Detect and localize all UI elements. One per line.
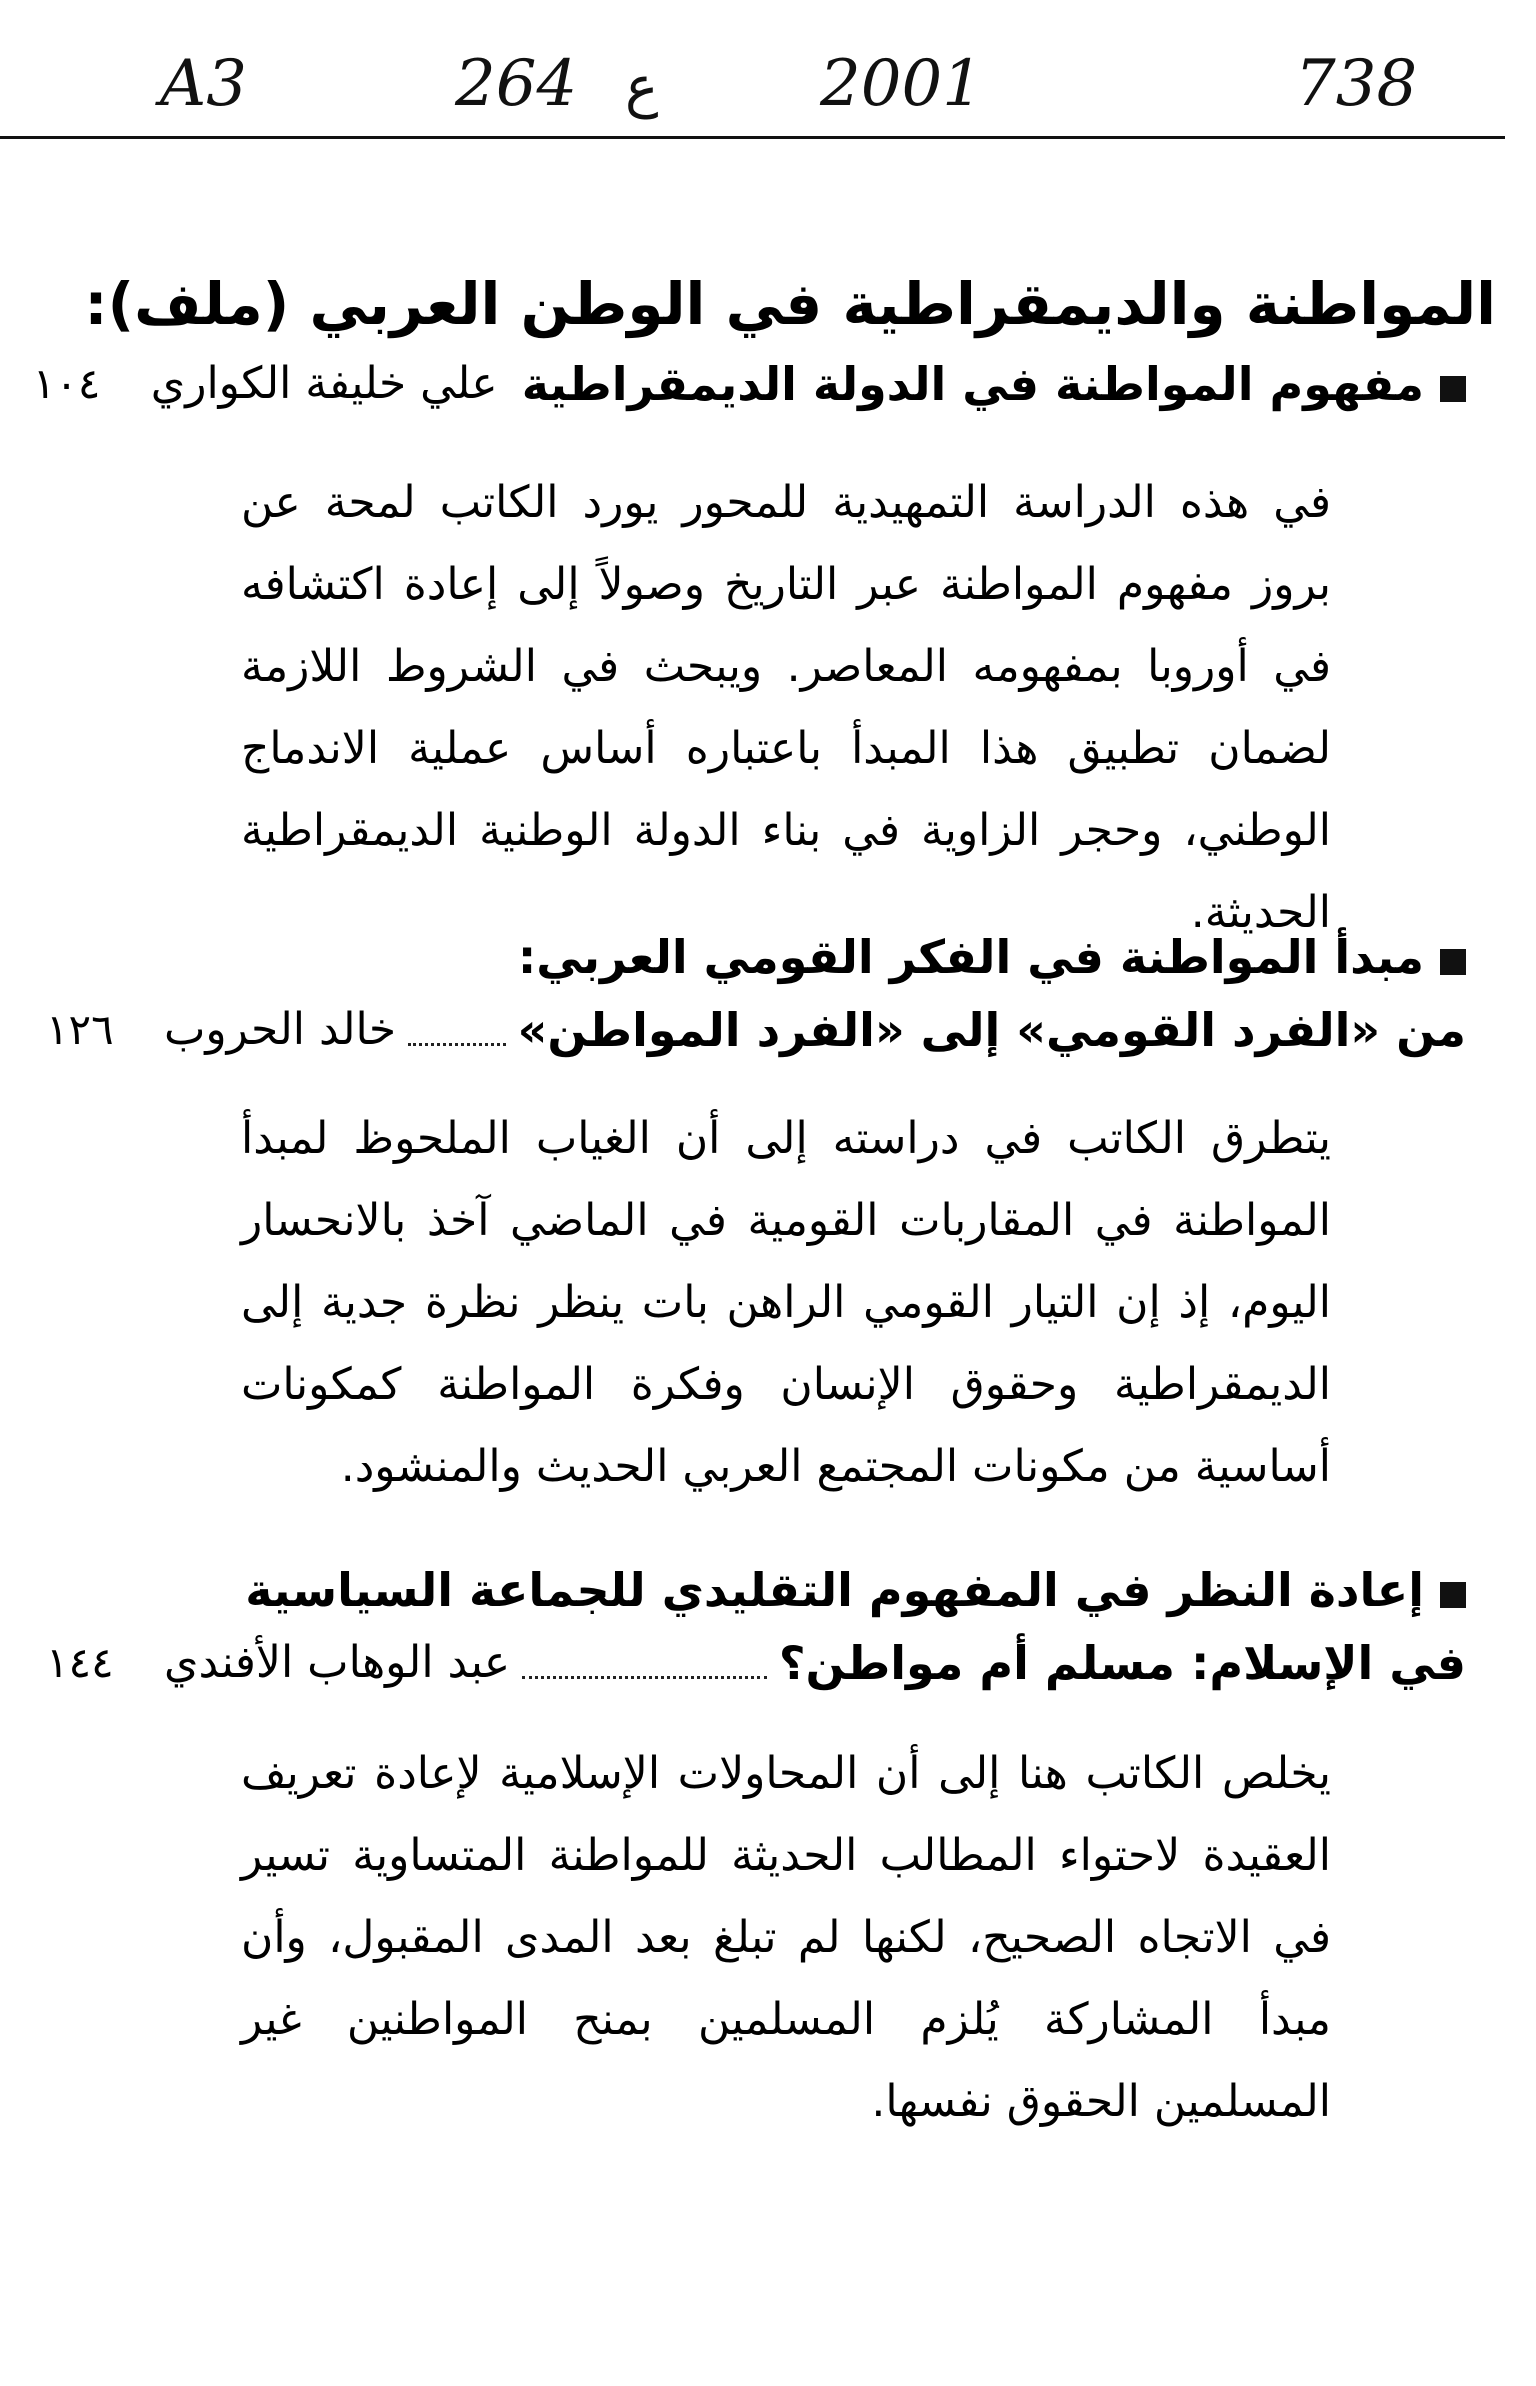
entry-page-number: ١٢٦ <box>46 1005 114 1054</box>
bullet-square-icon <box>1440 949 1466 975</box>
toc-entry-3-title-line2[interactable] <box>46 1631 1466 1695</box>
entry-title: مفهوم المواطنة في الدولة الديمقراطية <box>521 357 1424 411</box>
header-rule <box>0 136 1505 139</box>
entry-abstract <box>241 1098 1331 1508</box>
header-code: A3 <box>160 47 247 121</box>
entry-abstract <box>241 462 1331 954</box>
entry-title-line1: مبدأ المواطنة في الفكر القومي العربي: <box>517 930 1424 984</box>
entry-page-number: ١٠٤ <box>32 359 101 408</box>
header-year: 2001 <box>820 47 983 121</box>
toc-entry-1[interactable] <box>32 352 1466 416</box>
entry-page-number: ١٤٤ <box>46 1638 114 1687</box>
entry-title-line2: من «الفرد القومي» إلى «الفرد المواطن» <box>517 1003 1466 1057</box>
abstract-text: يخلص الكاتب هنا إلى أن المحاولات الإسلامية لإعادة تعريف العقيدة لاحتواء المطالب الحديثة للمواطنة المتساوية تسير في الاتجاه الصحيح، لكنها لم تبلغ بعد المدى المقبول، وأن مبدأ المشاركة يُلزم المسلمين بمنح المواطنين غير المسلمين الحقوق نفسها. <box>241 1748 1331 2127</box>
abstract-text: في هذه الدراسة التمهيدية للمحور يورد الكاتب لمحة عن بروز مفهوم المواطنة عبر التاريخ وصولاً إلى إعادة اكتشافه في أوروبا بمفهومه المعاصر. ويبحث في الشروط اللازمة لضمان تطبيق هذا المبدأ باعتباره أساس عملية الاندماج الوطني، وحجر الزاوية في بناء الدولة الوطنية الديمقراطية الحديثة. <box>241 477 1331 938</box>
section-title: المواطنة والديمقراطية في الوطن العربي (ملف): <box>84 270 1496 338</box>
toc-entry-2-title-line2[interactable] <box>46 998 1466 1062</box>
leader-dots <box>522 1676 767 1679</box>
leader-dots <box>408 1043 506 1046</box>
header-volume: 264 <box>455 47 578 121</box>
bullet-square-icon <box>1440 1582 1466 1608</box>
header-issue-mark: ع <box>625 55 659 120</box>
entry-author: عبد الوهاب الأفندي <box>164 1637 511 1688</box>
abstract-text: يتطرق الكاتب في دراسته إلى أن الغياب الملحوظ لمبدأ المواطنة في المقاربات القومية في الماضي آخذ بالانحسار اليوم، إذ إن التيار القومي الراهن بات ينظر نظرة جدية إلى الديمقراطية وحقوق الإنسان وفكرة المواطنة كمكونات أساسية من مكونات المجتمع العربي الحديث والمنشود. <box>241 1113 1331 1492</box>
entry-abstract <box>241 1733 1331 2143</box>
toc-entry-3-title-line1[interactable] <box>46 1558 1466 1622</box>
entry-title-line2: في الإسلام: مسلم أم مواطن؟ <box>778 1636 1466 1690</box>
entry-author: خالد الحروب <box>164 1004 397 1055</box>
toc-entry-2-title-line1[interactable] <box>46 925 1466 989</box>
header-number: 738 <box>1295 47 1418 121</box>
entry-title-line1: إعادة النظر في المفهوم التقليدي للجماعة السياسية <box>245 1563 1424 1617</box>
bullet-square-icon <box>1440 376 1466 402</box>
entry-author: علي خليفة الكواري <box>150 358 498 409</box>
